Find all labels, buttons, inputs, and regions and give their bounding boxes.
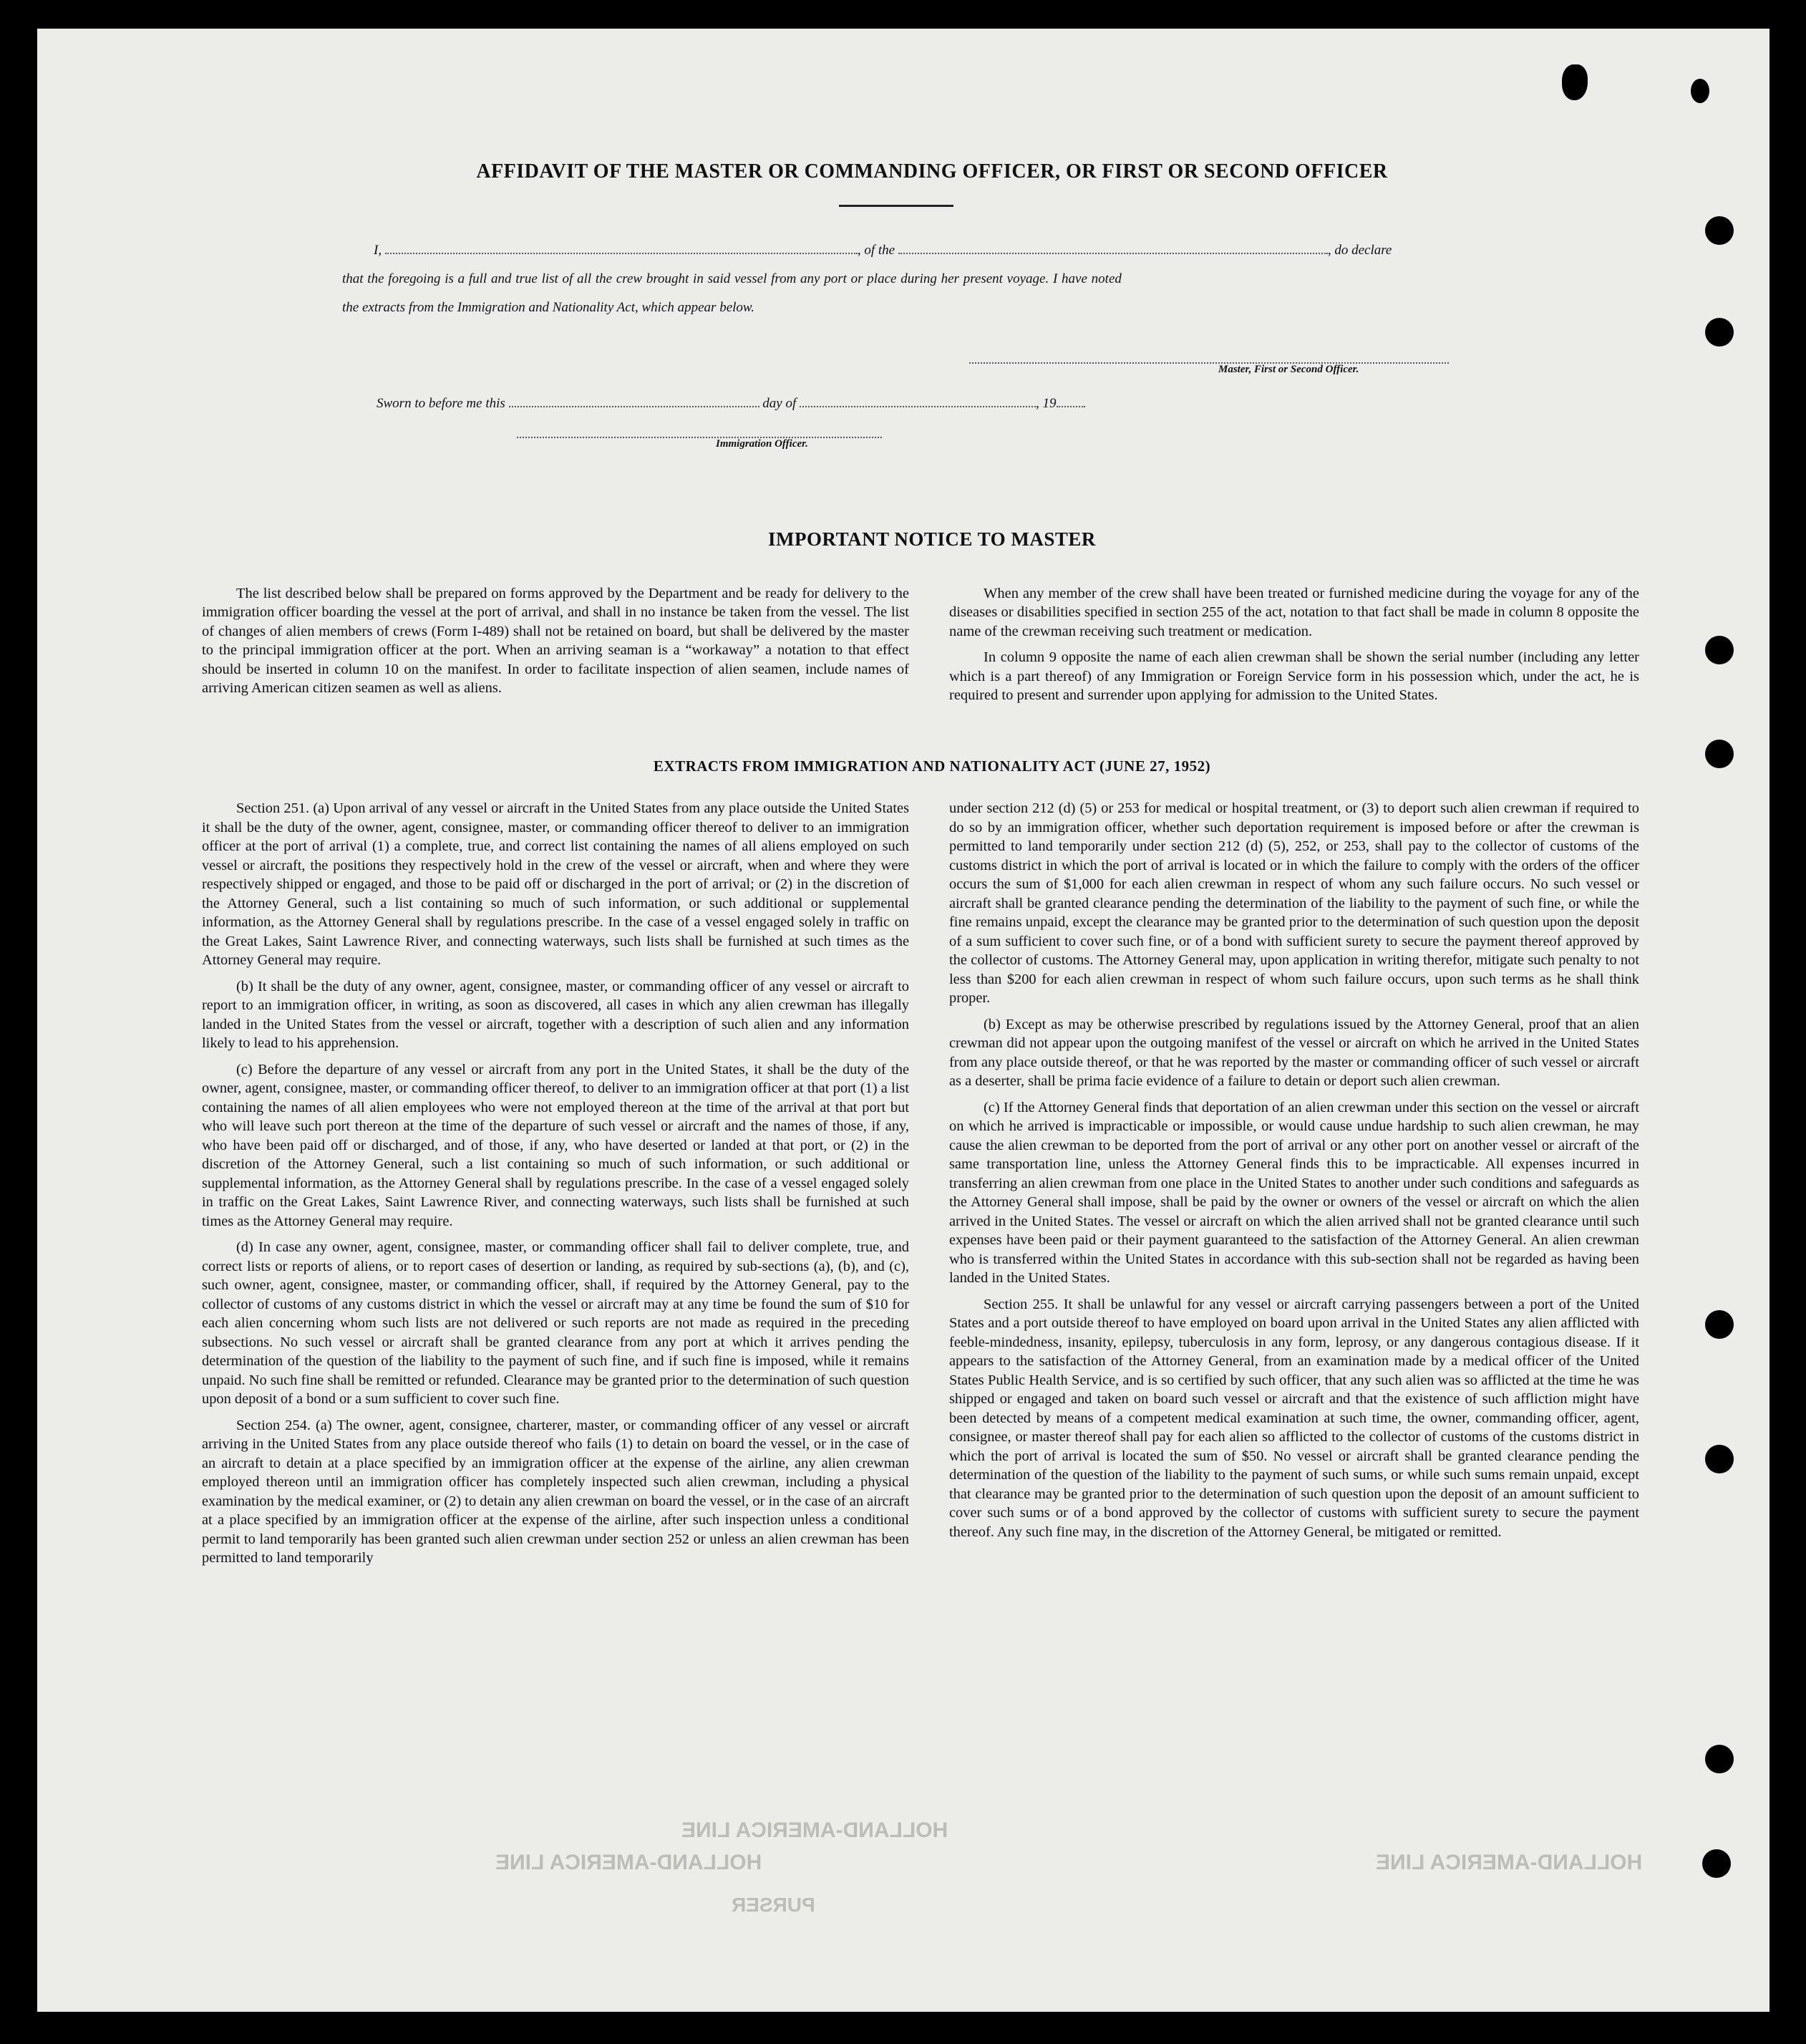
notice-right-paragraph-1: When any member of the crew shall have been treated or furnished medicine during the voyage for any of the diseases or disabilities specified in section 255 of the act, notation to that fact shall be made in column 8 opposite the name of the crewman receiving such treatment or medication. [949,586,1639,639]
master-caption: Master, First or Second Officer. [1218,364,1359,375]
section-251-b: (b) It shall be the duty of any owner, agent, consignee, master, or commanding officer of any vessel or aircraft to report to an immigration officer, in writing, as soon as discovered, all cases in which any alien crewman has illegally landed in the United States from the vessel or aircraft, together with a description of such alien and any information likely to lead to his apprehension. [202,978,909,1051]
year-label: , 19 [1036,396,1057,411]
section-254-b: (b) Except as may be otherwise prescribed by regulations issued by the Attorney General, proof that an alien crewman did not appear upon the outgoing manifest of the vessel or aircraft on which he arrived in the United States from any place outside thereof, or that he was reported by the master or commanding officer of such vessel or aircraft as a deserter, shall be prima facie evidence of a failure to detain or deport such alien crewman. [949,1016,1639,1089]
title-underline [839,205,953,207]
day-of-label: day of [762,396,797,411]
affidavit-line-2: that the foregoing is a full and true list of all the crew brought in said vessel from any port or place during her present voyage. I have noted [342,271,1122,286]
section-254-c: (c) If the Attorney General finds that deportation of an alien crewman under this section on the vessel or aircraft on which he arrived is impracticable or impossible, or would cause undue hardship to such alien crewman, he may cause the alien crewman to be deported from the port of arrival or any other port on another vessel or aircraft of the same transportation line, unless the Attorney General finds this to be impracticable. All expenses incurred in transferring an alien crewman from one place in the United States to another under such conditions and safeguards as the Attorney General shall impose, shall be paid by the owner or owners of the vessel or aircraft on which the alien arrived in the United States. The vessel or aircraft on which the alien arrived shall not be granted clearance until such expenses have been paid or their payment guaranteed to the satisfaction of the Attorney General. An alien crewman who is transferred within the United States in accordance with this sub-section shall not be regarded as having been landed in the United States. [949,1099,1639,1286]
notice-right-column [949,584,1639,712]
punch-hole [1702,1849,1731,1878]
document-page [37,29,1769,2012]
sworn-month-field[interactable] [800,392,1036,407]
ink-blot [1562,64,1588,100]
immigration-officer-caption: Immigration Officer. [716,438,808,450]
punch-hole [1705,216,1734,245]
extracts-left-column [202,799,909,1575]
punch-hole [1705,318,1734,347]
affidavit-title: AFFIDAVIT OF THE MASTER OR COMMANDING OFFICER, OR FIRST OR SECOND OFFICER [476,160,1388,183]
bleed-through-far-left: HOLLAND-AMERICA LINE [495,1851,762,1874]
extracts-right-column [949,799,1639,1549]
punch-hole [1705,740,1734,768]
notice-right-paragraph-2: In column 9 opposite the name of each alien crewman shall be shown the serial number (including any letter which is a part thereof) of any Immigration or Foreign Service form in his possession which, under the act, he is required to present and surrender upon applying for admission to the United States. [949,649,1639,704]
section-254-a-continued: under section 212 (d) (5) or 253 for medical or hospital treatment, or (3) to deport such alien crewman if required to do so by an immigration officer, whether such deportation requirement is imposed before or after the crewman is permitted to land temporarily under section 212 (d) (5), 252, or 253, shall pay to the collector of customs of the customs district in which the port of arrival is located or in which the failure to comply with the orders of the officer occurs the sum of $1,000 for each alien crewman in respect of whom any such failure occurs. No such vessel or aircraft shall be granted clearance pending the determination of the liability to the payment of such fine, or while the fine remains unpaid, except the clearance may be granted prior to the determination of such question upon the deposit of a sum sufficient to cover such fine, or of a bond with sufficient surety to secure the payment thereof approved by the collector of customs. The Attorney General may, upon application in writing therefor, mitigate such penalty to not less than $200 for each alien crewman in respect of whom such failure occurs, upon such terms as he shall think proper. [949,800,1639,1006]
notice-left-paragraph: The list described below shall be prepared on forms approved by the Department and be ready for delivery to the immigration officer boarding the vessel at the port of arrival, and shall in no instance be taken from the vessel. The list of changes of alien members of crews (Form I-489) shall not be retained on board, but shall be delivered by the master to the principal immigration officer at the port. When an arriving seaman is a “workaway” a notation to that effect should be inserted in column 10 on the manifest. In order to facilitate inspection of alien seamen, include names of arriving American citizen seamen as well as aliens. [202,586,909,697]
affidavit-declare: , do declare [1327,243,1392,258]
sworn-year-field[interactable] [1057,392,1085,407]
affidavit-of-the: , of the [857,243,895,258]
sworn-day-field[interactable] [509,392,759,407]
section-251-d: (d) In case any owner, agent, consignee, master, or commanding officer shall fail to deliver complete, true, and correct lists or reports of aliens, or to report cases of desertion or landing, as required by sub-sections (a), (b), and (c), such owner, agent, consignee, master, or commanding officer, shall, if required by the Attorney General, pay to the collector of customs of any customs district in which the vessel or aircraft may at any time be found the sum of $10 for each alien concerning whom such lists are not delivered or such reports are not made as required in the preceding subsections. No such vessel or aircraft shall be granted clearance from any port at which it arrives pending the determination of the question of the liability to the payment of such fine, and if such fine is imposed, while it remains unpaid. No such fine shall be remitted or refunded. Clearance may be granted prior to the determination of such question upon deposit of a bond or a sum sufficient to cover such fine. [202,1239,909,1407]
ink-blot [1691,79,1709,103]
section-251-c: (c) Before the departure of any vessel or aircraft from any port in the United States, it shall be the duty of the owner, agent, consignee, master, or commanding officer thereof, to deliver to an immigration officer at that port (1) a list containing the names of all alien employees who were not employed thereon at the time of the arrival at that port but who will leave such port thereon at the time of the departure of such vessel or aircraft and the names of those, if any, who have been paid off or discharged, and of those, if any, who have deserted or landed at that port, or (2) in the discretion of the Attorney General, such a list containing so much of such information, or such additional or supplemental information, as the Attorney General shall by regulations prescribe. In the case of a vessel engaged solely in traffic on the Great Lakes, Saint Lawrence River, and connecting waterways, such lists shall be furnished at such times as the Attorney General may require. [202,1061,909,1229]
sworn-line [377,389,1235,418]
notice-left-column [202,584,909,704]
declarant-name-field[interactable] [385,238,858,254]
punch-hole [1705,1445,1734,1473]
sworn-label: Sworn to before me this [377,396,505,411]
notice-title: IMPORTANT NOTICE TO MASTER [768,528,1096,550]
bleed-through-left: HOLLAND-AMERICA LINE [681,1818,948,1842]
affidavit-line-1 [374,236,1490,265]
punch-hole [1705,1310,1734,1339]
punch-hole [1705,1745,1734,1773]
affidavit-line-3: the extracts from the Immigration and Nationality Act, which appear below. [342,300,754,315]
section-251-a: Section 251. (a) Upon arrival of any vessel or aircraft in the United States from any place outside the United States it shall be the duty of the owner, agent, consignee, master, or commanding officer thereof to deliver to an immigration officer at the port of arrival (1) a complete, true, and correct list containing the names of all aliens employed on such vessel or aircraft, the positions they respectively hold in the crew of the vessel or aircraft, when and where they were respectively shipped or engaged, and those to be paid off or discharged in the port of arrival; or (2) in the discretion of the Attorney General, such a list containing so much of such information, or such additional or supplemental information, as the Attorney General shall by regulations prescribe. In the case of a vessel engaged solely in traffic on the Great Lakes, Saint Lawrence River, and connecting waterways, such lists shall be furnished at such times as the Attorney General may require. [202,800,909,968]
vessel-name-field[interactable] [898,238,1328,254]
affidavit-i: I, [374,243,382,258]
bleed-through-purser: PURSER [732,1894,815,1916]
extracts-title: EXTRACTS FROM IMMIGRATION AND NATIONALITY ACT (JUNE 27, 1952) [653,757,1211,775]
punch-hole [1705,636,1734,664]
section-255: Section 255. It shall be unlawful for any vessel or aircraft carrying passengers between a port of the United States and a port outside thereof to have employed on board upon arrival in the United States any alien afflicted with feeble-mindedness, insanity, epilepsy, tuberculosis in any form, leprosy, or any dangerous contagious disease. If it appears to the satisfaction of the Attorney General, from an examination made by a medical officer of the United States Public Health Service, and is so certified by such officer, that any such alien was so afflicted at the time he was shipped or engaged and taken on board such vessel or aircraft and that the existence of such affliction might have been detected by means of a competent medical examination at such time, the owner, commanding officer, agent, consignee, or master thereof shall pay for each alien so afflicted to the collector of customs of the customs district in which the port of arrival is located the sum of $50. No vessel or aircraft shall be granted clearance pending the determination of the question of the liability to the payment of such sums, or while such sums remain unpaid, except that clearance may be granted prior to the determination of such question upon the deposit of an amount sufficient to cover such sums or of a bond approved by the collector of customs with sufficient surety to secure the payment thereof. Any such fine may, in the discretion of the Attorney General, be mitigated or remitted. [949,1296,1639,1540]
bleed-through-right: HOLLAND-AMERICA LINE [1376,1851,1643,1874]
section-254-a: Section 254. (a) The owner, agent, consignee, charterer, master, or commanding officer of any vessel or aircraft arriving in the United States from any place outside thereof who fails (1) to detain on board the vessel, or in the case of an aircraft to detain at a place specified by an immigration officer at the expense of the airline, any alien crewman employed thereon until an immigration officer has completely inspected such alien crewman, including a physical examination by the medical examiner, or (2) to detain any alien crewman on board the vessel, or in the case of an aircraft at a place specified by an immigration officer at the expense of the airline, after such inspection unless a conditional permit to land temporarily has been granted such alien crewman under section 252 or unless an alien crewman has been permitted to land temporarily [202,1417,909,1566]
